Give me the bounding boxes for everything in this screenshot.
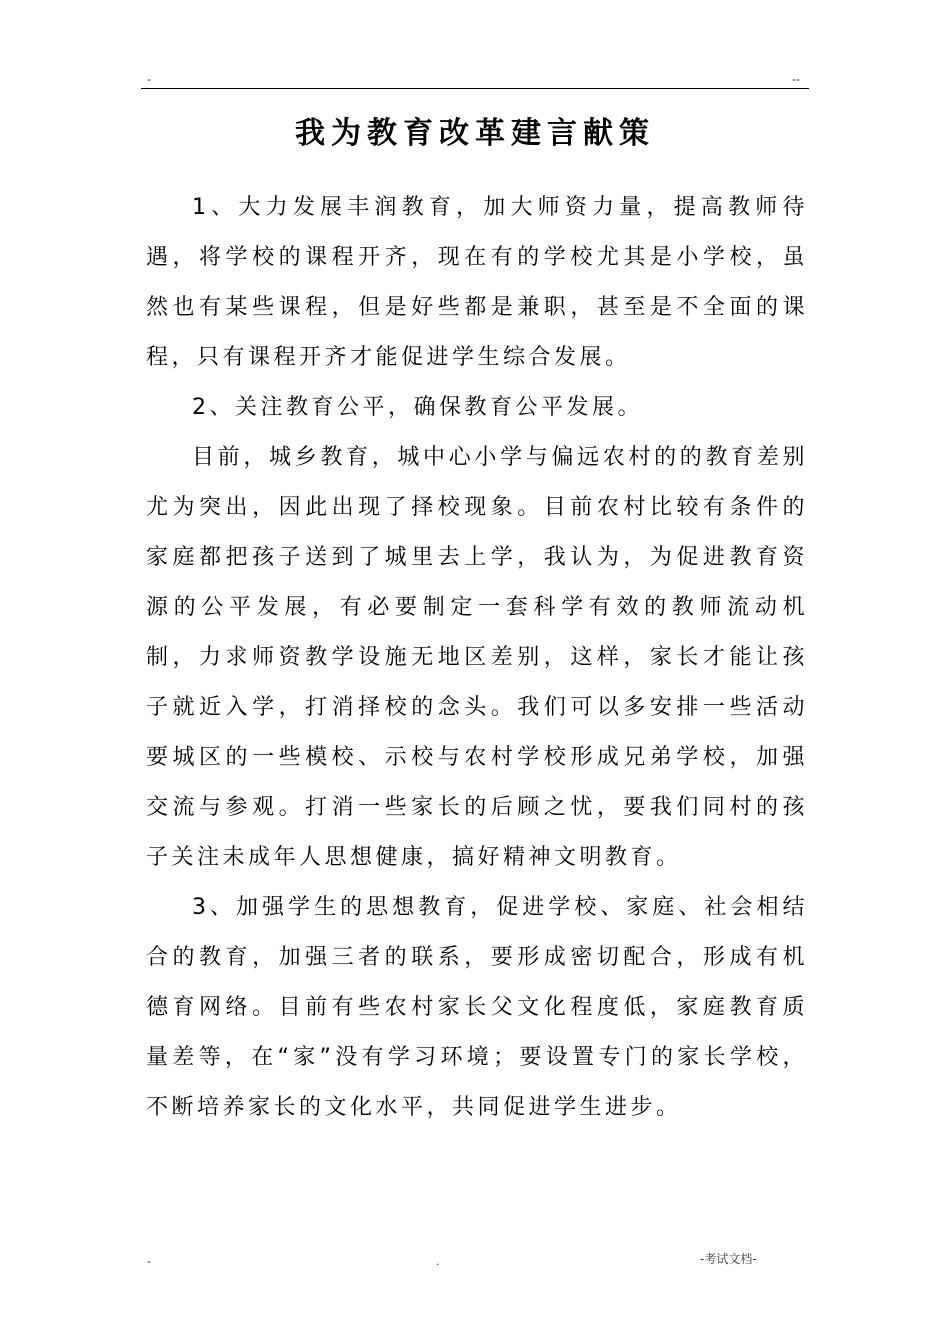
paragraph-1: 1、大力发展丰润教育，加大师资力量，提高教师待遇，将学校的课程开齐，现在有的学校尤其是小学校，虽然也有某些课程，但是好些都是兼职，甚至是不全面的课程，只有课程开齐才能促进学生综合发展。: [146, 195, 808, 370]
paragraph-2: 2、关注教育公平，确保教育公平发展。: [192, 395, 643, 420]
header-divider: [141, 88, 809, 89]
footer-label: -考试文档-: [700, 1252, 757, 1266]
document-title: 我为教育改革建言献策: [295, 116, 655, 151]
paragraph-3: 目前，城乡教育，城中心小学与偏远农村的的教育差别尤为突出，因此出现了择校现象。目前农村比较有条件的家庭都把孩子送到了城里去上学，我认为，为促进教育资源的公平发展，有必要制定一套科学有效的教师流动机制，力求师资教学设施无地区差别，这样，家长才能让孩子就近入学，打消择校的念头。我们可以多安排一些活动要城区的一些模校、示校与农村学校形成兄弟学校，加强交流与参观。打消一些家长的后顾之忧，要我们同村的孩子关注未成年人思想健康，搞好精神文明教育。: [146, 445, 808, 870]
footer-center-mark: .: [436, 1254, 440, 1268]
header-left-mark: -: [147, 72, 151, 86]
paragraph-4: 3、加强学生的思想教育，促进学校、家庭、社会相结合的教育，加强三者的联系，要形成密切配合，形成有机德育网络。目前有些农村家长父文化程度低，家庭教育质量差等，在“家”没有学习环境；要设置专门的家长学校，不断培养家长的文化水平，共同促进学生进步。: [146, 895, 808, 1120]
footer-left-mark: -: [147, 1254, 151, 1268]
document-body: [146, 183, 808, 1133]
header-right-mark: --: [792, 72, 800, 86]
